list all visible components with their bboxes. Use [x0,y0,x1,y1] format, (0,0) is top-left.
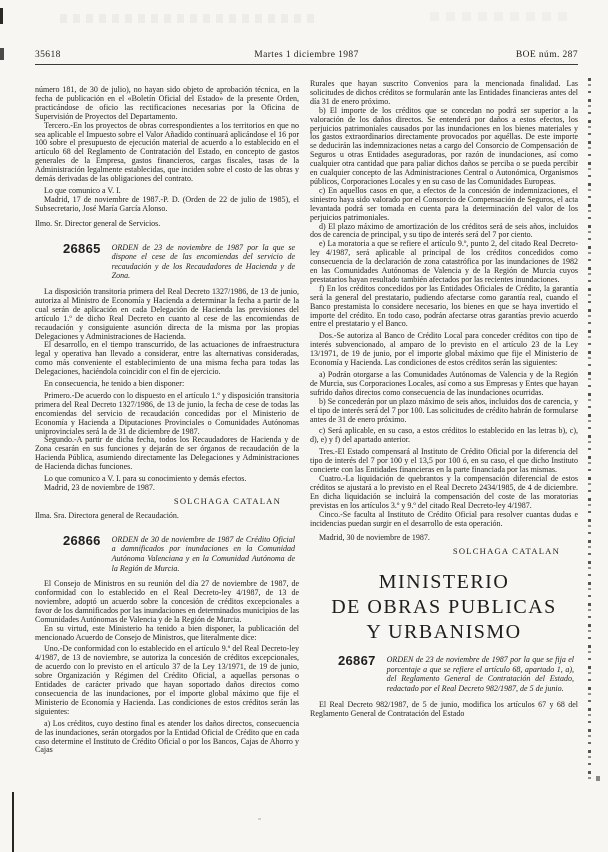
entry-26865-heading [35,240,299,281]
item-dos-c: c) Será aplicable, en su caso, a estos créditos lo establecido en las letras b), c), d), e) y f) del apartado anterior. [310,426,578,445]
addressee-line: Ilma. Sra. Directora general de Recaudación. [35,510,179,520]
scan-ghost-text-smudge [430,12,570,21]
entry-26865 [35,240,299,521]
paragraph-uno: Uno.-De conformidad con lo establecido en el artículo 9.º del Real Decreto-ley 4/1987, de 13 de noviembre, se autoriza la concesión de créditos excepcionales, de acuerdo con lo previsto en el artículo 37 de la Ley 13/1971, de 19 de junio, sobre Organización y Régimen del Crédito Oficial, a aquellas personas o Entidades de carácter privado que hayan soportado daños directos como consecuencia de las inundaciones, por el importe global máximo que fije el Ministerio de Economía y Hacienda. Las condiciones de estos créditos serán las siguientes: [35,644,299,716]
scan-artifact-bottom-left-line [12,792,14,852]
entry-number: 26866 [63,532,101,548]
entry-26866-heading [35,532,299,573]
entry-26867-heading [310,655,578,693]
paragraph-cinco: Cinco.-Se faculta al Instituto de Crédito Oficial para resolver cuantas dudas e incidencias puedan surgir en el desarrollo de esta operación. [310,509,578,528]
scan-speck [596,776,600,781]
signature: SOLCHAGA CATALAN [452,546,560,557]
ministry-heading [310,570,578,645]
item-a-part1: a) Los créditos, cuyo destino final es atender los daños directos, consecuencia de las inundaciones, serán otorgados por la Entidad Oficial de Crédito que en cada caso determine el Instituto de Crédito Oficial o por los Bancos, Cajas de Ahorro y Cajas [35,718,299,755]
paragraph-tres: Tres.-El Estado compensará al Instituto de Crédito Oficial por la diferencia del tipo de interés del 7 por 100 y el 13,5 por 100 ó, en su caso, el que dicho Instituto concierte con las Entidades financieras en la parte financiada por las mismas. [310,447,578,475]
item-f: f) En los créditos concedidos por las Entidades Oficiales de Crédito, la garantía será la general del prestatario, pudiendo afectarse como garantía real, cuando el Banco prestamista lo considere necesario, los bienes en que se haya invertido el importe del crédito. En todo caso, podrán afectarse otras garantías previo acuerdo entre el prestatario y el Banco. [310,283,578,329]
scan-artifact-left-edge-top [0,8,3,24]
scan-speck [258,818,261,820]
paragraph: El Consejo de Ministros en su reunión del día 27 de noviembre de 1987, de conformidad con lo establecido en el Real Decreto-ley 4/1987, de 13 de noviembre, adoptó un acuerdo sobre la concesión de créditos excepcionales a favor de los damnificados por las inundaciones en determinados municipios de las Comunidades Autónomas de Valencia y de la Región de Murcia. [35,579,299,624]
entry-number: 26867 [338,653,376,669]
item-dos-b: b) Se concederán por un plazo máximo de seis años, incluidos dos de carencia, y el tipo de interés será del 7 por 100. Las solicitudes de crédito habrán de formularse antes de 31 de enero próximo. [310,396,578,424]
paragraph: El Real Decreto 982/1987, de 5 de junio, modifica los artículos 67 y 68 del Reglamento General de Contratación del Estado [310,699,578,718]
ministry-line-2: DE OBRAS PUBLICAS [331,596,557,619]
scan-artifact-right-edge [588,78,591,780]
paragraph-cuatro: Cuatro.-La liquidación de quebrantos y la compensación diferencial de estos créditos se ajustará a lo previsto en el Real Decreto 2434/1985, de 4 de diciembre. En dicha liquidación se incluirá la compensación del coste de las moratorias previstas en los artículos 3.º y 9.º del citado Real Decreto-ley 4/1987. [310,473,578,510]
entry-title: ORDEN de 23 de noviembre de 1987 por la que se dispone el cese de las encomiendas del servicio de recaudación y de los Recaudadores de Hacienda y de Zona. [111,242,295,281]
item-dos-a: a) Podrán otorgarse a las Comunidades Autónomas de Valencia y de la Región de Murcia, sus Corporaciones Locales, así como a sus Empresas y Entes que hayan sufrido daños directos como consecuencia de las inundaciones ocurridas. [310,370,578,397]
ministry-line-1: MINISTERIO [378,571,510,594]
paragraph-continuation: número 181, de 30 de julio), no hayan sido objeto de aprobación técnica, en la fecha de publicación en el «Boletín Oficial del Estado» de la presente Orden, practicándose de oficio las rectificaciones necesarias por la Oficina de Supervisión de Proyectos del Departamento. [35,85,299,121]
ministry-line-3: Y URBANISMO [366,621,522,644]
scan-ghost-text-smudge [60,14,320,23]
item-a-part2: Rurales que hayan suscrito Convenios para la mencionada finalidad. Las solicitudes de dichos créditos se formularán ante las Entidades financieras antes del día 31 de enero próximo. [310,79,578,106]
entry-title: ORDEN de 23 de noviembre de 1987 por la que se fija el porcentaje a que se refiere el artículo 68, apartado 1, a), del Reglamento General de Contratación del Estado, redactado por el Real Decreto 982/1987, de 5 de junio. [386,655,574,693]
date-signature-line: Madrid, 17 de noviembre de 1987.-P. D. (Orden de 22 de julio de 1985), el Subsecretario, José María García Alonso. [35,194,299,213]
paragraph-tercero: Tercero.-En los proyectos de obras correspondientes a los territorios en que no sea aplicable el Impuesto sobre el Valor Añadido continuará aplicándose el 16 por 100 sobre el presupuesto de ejecución material de acuerdo a lo establecido en el artículo 68 del Reglamento de Contratación del Estado, en concepto de gastos generales de la Empresa, gastos financieros, cargas fiscales, tasas de la Administración legalmente establecidas, que inciden sobre el costo de las obras y demás derivadas de las obligaciones del contrato. [35,120,299,184]
addressee-line: Ilmo. Sr. Director general de Servicios. [35,218,161,228]
closing-formula: Lo que comunico a V. I. [44,185,121,195]
item-d: d) El plazo máximo de amortización de los créditos será de seis años, incluidos dos de carencia de principal, y su tipo de interés será del 7 por ciento. [310,221,578,240]
item-b: b) El importe de los créditos que se concedan no podrá ser superior a la valoración de los daños directos. Se entenderá por daños a estos efectos, los perjuicios patrimoniales causados por las inundaciones en los bienes materiales y los gastos extraordinarios directamente provocados por aquéllas. De este importe se deducirán las indemnizaciones netas a cargo del Consorcio de Compensación de Seguros u otras Entidades aseguradoras, por razón de inundaciones, así como cualquier otra cantidad que para paliar dichos daños se perciba o se pueda percibir en cualquier concepto de las Administraciones Central o Autonómica, Organismos públicos, Corporaciones Locales y en su caso de las Comunidades Europeas. [310,105,578,186]
header-date: Martes 1 diciembre 1987 [254,50,359,60]
paragraph: La disposición transitoria primera del Real Decreto 1327/1986, de 13 de junio, autoriza al Ministro de Economía y Hacienda a determinar la fecha a partir de la cual serán de aplicación en cada Delegación de Hacienda las previsiones del artículo 1.º de dicho Real Decreto en cuanto al cese de las encomiendas de recaudación y consiguiente asunción directa de la misma por las propias Delegaciones y Administraciones de Hacienda. [35,286,299,341]
paragraph-dos: Dos.-Se autoriza al Banco de Crédito Local para conceder créditos con tipo de interés subvencionado, al amparo de lo previsto en el artículo 23 de la Ley 13/1971, de 19 de junio, por el importe global máximo que fije el Ministerio de Economía y Hacienda. Las condiciones de estos créditos serán las siguientes: [310,331,578,368]
entry-title: ORDEN de 30 de noviembre de 1987 de Crédito Oficial a damnificados por inundaciones en la Comunidad Autónoma Valenciana y en la Comunidad Autónoma de la Región de Murcia. [111,534,295,573]
item-c: c) En aquellos casos en que, a efectos de la concesión de indemnizaciones, el siniestro haya sido valorado por el Consorcio de Compensación de Seguros, el acta levantada podrá ser tomada en cuenta para la determinación del valor de los perjuicios patrimoniales. [310,185,578,222]
entry-26866 [35,532,299,756]
paragraph-primero: Primero.-De acuerdo con lo dispuesto en el artículo 1.º y disposición transitoria primera del Real Decreto 1327/1986, de 13 de junio, la fecha de cese de todas las encomiendas del servicio de recaudación concedidas por el Ministerio de Economía y Hacienda a Diputaciones Provinciales o Comunidades Autónomas uniprovinciales será la de 31 de diciembre de 1987. [35,390,299,436]
date-line: Madrid, 23 de noviembre de 1987. [44,483,155,492]
page-number: 35618 [35,50,61,60]
item-e: e) La moratoria a que se refiere el artículo 9.º, punto 2, del citado Real Decreto-ley 4/1987, será aplicable al principal de los créditos concedidos como consecuencia de la declaración de zona catastrófica por las inundaciones de 1982 en las Comunidades Autónomas de Valencia y de la Región de Murcia cuyos prestatarios hayan resultado también afectados por las recientes inundaciones. [310,239,578,284]
right-column [310,80,578,718]
entry-number: 26865 [63,240,101,256]
header-issue: BOE núm. 287 [515,50,578,60]
paragraph-segundo: Segundo.-A partir de dicha fecha, todos los Recaudadores de Hacienda y de Zona cesarán en sus funciones y dejarán de ser órganos de recaudación de la Hacienda Pública, asumiendo directamente las Delegaciones y Administraciones de Hacienda dichas funciones. [35,435,299,472]
signature: SOLCHAGA CATALAN [173,495,281,506]
page-header [35,50,578,65]
date-line: Madrid, 30 de noviembre de 1987. [319,533,430,543]
entry-26867 [310,655,578,718]
closing-formula: Lo que comunico a V. I. para su conocimiento y demás efectos. [44,474,247,484]
left-column [35,86,299,755]
paragraph: El desarrollo, en el tiempo transcurrido, de las actuaciones de infraestructura legal y operativa han llevado a considerar, entre las alternativas consideradas, como más conveniente el establecimiento de una misma fecha para todas las Delegaciones, haciéndola coincidir con el fin de ejercicio. [35,340,299,377]
paragraph: En su virtud, este Ministerio ha tenido a bien disponer, la publicación del mencionado Acuerdo de Consejo de Ministros, que literalmente dice: [35,623,299,642]
paragraph: En consecuencia, he tenido a bien disponer: [44,379,185,389]
scan-artifact-left-edge-mid [0,48,4,60]
